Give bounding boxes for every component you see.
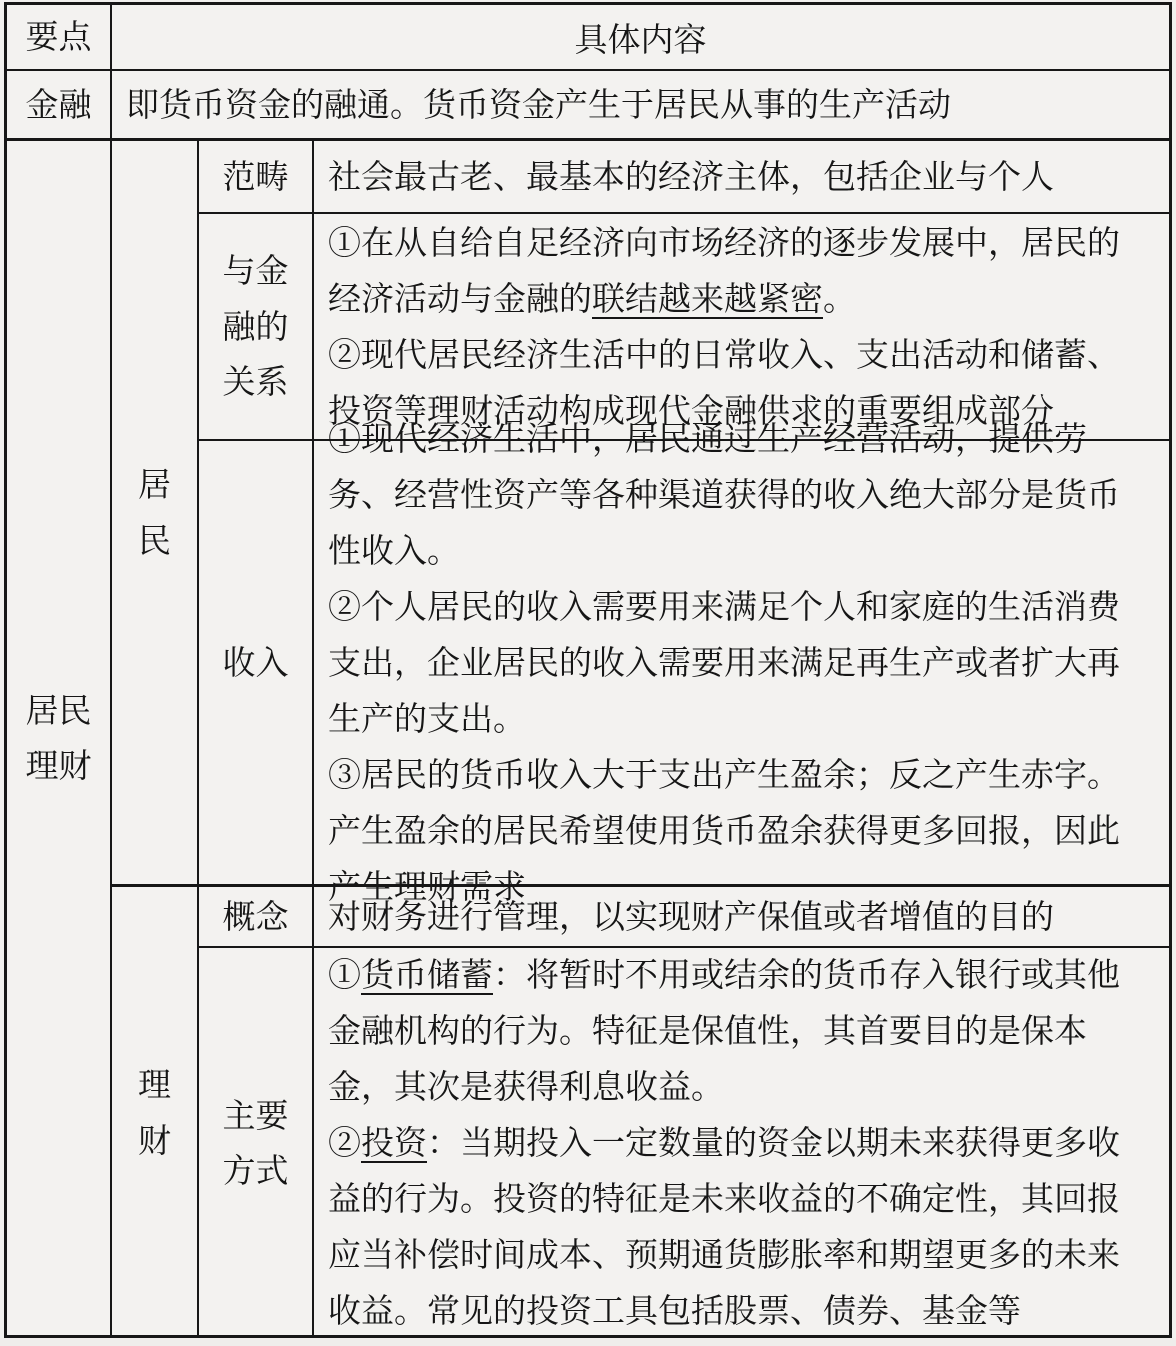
- scope-row: [199, 141, 1169, 212]
- finance-label-cell: [7, 71, 112, 138]
- income-label-cell: [199, 441, 314, 884]
- text-segment: ③居民的货币收入大于支出产生盈余；反之产生赤字。产生盈余的居民希望使用货币盈余获得更多回报，因此产生理财需求: [328, 755, 1120, 905]
- finance-label: 金融: [25, 85, 92, 123]
- wealth-label-cell: [112, 887, 199, 1338]
- wealth-label: 理财: [138, 1066, 171, 1159]
- scope-label: 范畴: [222, 157, 289, 195]
- underlined-term: 货币储蓄: [361, 956, 493, 993]
- keypoint-header-cell: [7, 5, 112, 69]
- keypoint-header-label: 要点: [25, 18, 92, 56]
- concept-label: 概念: [222, 897, 289, 935]
- underlined-term: 投资: [361, 1124, 427, 1161]
- scope-content-cell: [314, 141, 1169, 212]
- resident-rows: [199, 141, 1169, 905]
- text-segment: 。: [823, 279, 856, 317]
- text-segment: ①在从自给自足经济向市场经济的逐步发展中，居民的经济活动与金融的: [328, 223, 1120, 317]
- text-segment: ②: [328, 1124, 361, 1161]
- text-segment: ②个人居民的收入需要用来满足个人和家庭的生活消费支出，企业居民的收入需要用来满足再生产或者扩大再生产的支出。: [328, 587, 1120, 737]
- methods-content-cell: [314, 948, 1169, 1338]
- household-label: 居民理财: [25, 691, 92, 784]
- scope-label-cell: [199, 141, 314, 212]
- paragraph: [328, 1115, 1139, 1339]
- household-block: [7, 138, 1169, 1335]
- paragraph: [328, 947, 1139, 1115]
- relation-label: 与金融的关系: [222, 252, 289, 401]
- income-label: 收入: [222, 643, 289, 681]
- concept-row: [199, 887, 1169, 946]
- text-segment: ②现代居民经济生活中的日常收入、支出活动和储蓄、投资等理财活动构成现代金融供求的重要组成部分: [328, 335, 1120, 429]
- income-content-cell: [314, 419, 1169, 905]
- cropped-next-row-strip: [0, 1338, 1176, 1346]
- text-segment: ①现代经济生活中，居民通过生产经营活动，提供劳务、经营性资产等各种渠道获得的收入绝大部分是货币性收入。: [328, 419, 1120, 569]
- paragraph: [328, 579, 1139, 747]
- concept-content: 对财务进行管理，以实现财产保值或者增值的目的: [328, 897, 1054, 935]
- concept-content-cell: [314, 887, 1169, 946]
- text-segment: ：当期投入一定数量的资金以期未来获得更多收益的行为。投资的特征是未来收益的不确定性，其回报应当补偿时间成本、预期通货膨胀率和期望更多的未来收益。常见的投资工具包括股票、债券、基金等: [328, 1124, 1120, 1329]
- wealth-rows: [199, 887, 1169, 1338]
- relation-row: [199, 212, 1169, 439]
- methods-row: [199, 946, 1169, 1338]
- resident-label: 居民: [138, 466, 171, 559]
- methods-label: 主要方式: [222, 1096, 289, 1189]
- underlined-term: 联结越来越紧密: [592, 279, 823, 317]
- text-segment: ：将暂时不用或结余的货币存入银行或其他金融机构的行为。特征是保值性，其首要目的是保本金，其次是获得利息收益。: [328, 956, 1120, 1105]
- scope-content: 社会最古老、最基本的经济主体，包括企业与个人: [328, 157, 1054, 195]
- finance-row: [7, 69, 1169, 138]
- detail-header-label: 具体内容: [574, 20, 707, 58]
- paragraph: [328, 215, 1139, 327]
- resident-label-cell: [112, 141, 199, 884]
- wealth-group: [112, 884, 1169, 1338]
- household-label-cell: [7, 141, 112, 1335]
- detail-header-cell: [112, 5, 1169, 69]
- relation-content-cell: [314, 214, 1169, 439]
- text-segment: ①: [328, 956, 361, 993]
- header-row: [7, 5, 1169, 69]
- summary-table: [4, 2, 1172, 1338]
- income-row: [199, 419, 1169, 905]
- methods-label-cell: [199, 948, 314, 1338]
- relation-label-cell: [199, 214, 314, 439]
- resident-group: [112, 141, 1169, 905]
- finance-content-cell: [112, 71, 1169, 138]
- paragraph: [328, 411, 1139, 579]
- concept-label-cell: [199, 887, 314, 946]
- household-block-right: [112, 141, 1169, 1335]
- finance-content: 即货币资金的融通。货币资金产生于居民从事的生产活动: [126, 85, 951, 123]
